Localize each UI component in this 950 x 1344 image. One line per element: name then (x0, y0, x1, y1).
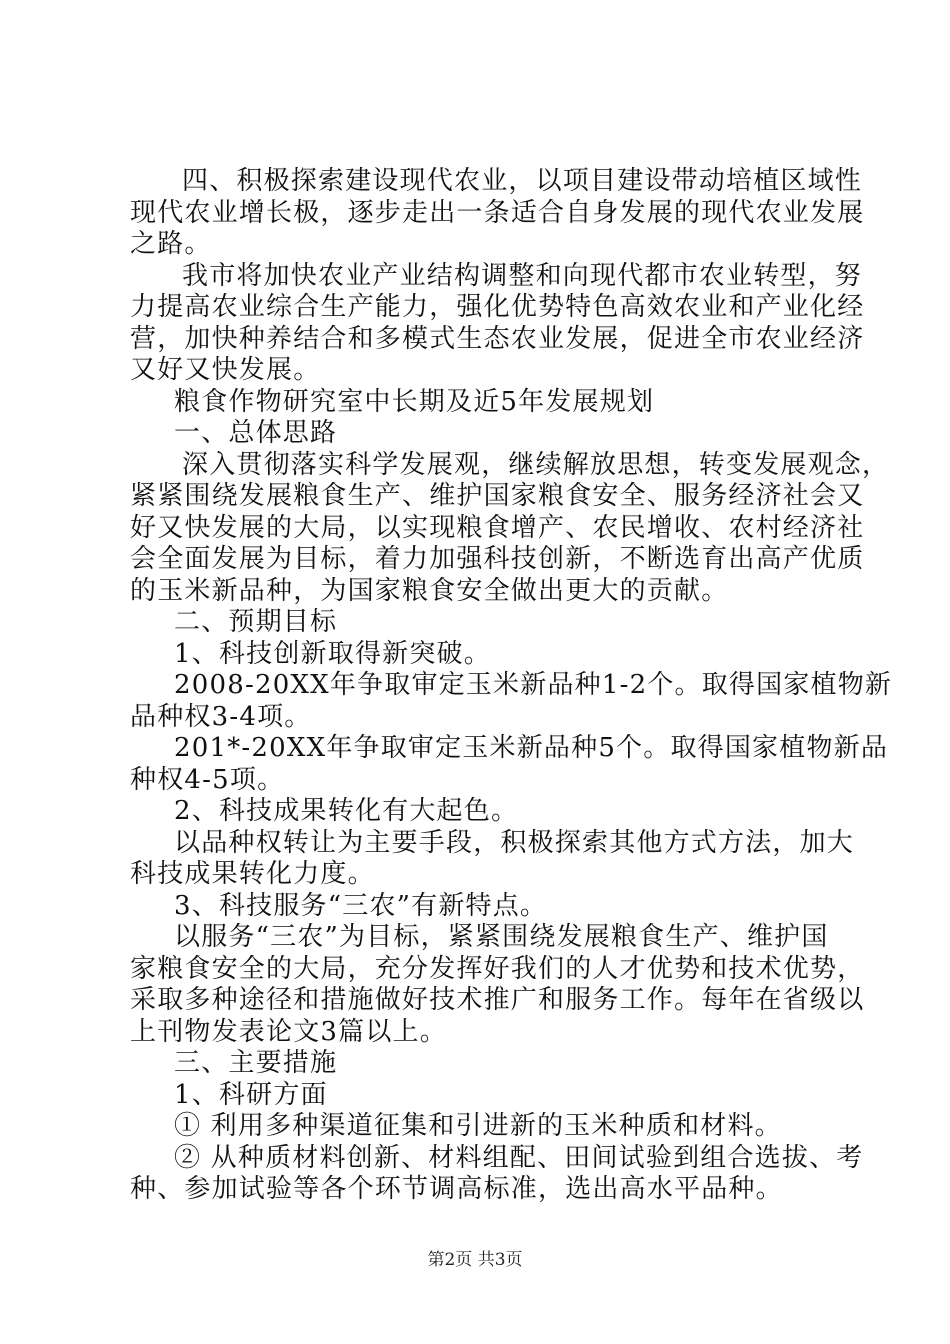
para-5-line-1: 深入贯彻落实科学发展观，继续解放思想，转变发展观念， (182, 449, 890, 480)
para-13-line-1: 以服务“三农”为目标，紧紧围绕发展粮食生产、维护国 (174, 922, 829, 952)
subheading-3-1: 1、科研方面 (174, 1079, 328, 1110)
para-2-line-1: 我市将加快农业产业结构调整和向现代都市农业转型，努 (182, 260, 863, 291)
para-11-line-2: 科技成果转化力度。 (130, 859, 375, 889)
para-13-line-3: 采取多种途径和措施做好技术推广和服务工作。每年在省级以 (130, 985, 865, 1015)
para-9-line-2: 种权4-5项。 (130, 764, 285, 795)
para-13-line-4: 上刊物发表论文3篇以上。 (130, 1016, 447, 1047)
para-8-line-1: 2008-20XX年争取审定玉米新品种1-2个。取得国家植物新 (174, 670, 893, 700)
para-2-line-3: 营，加快种养结合和多模式生态农业发展，促进全市农业经济 (130, 323, 865, 354)
measure-item-2-line-2: 种、参加试验等各个环节调高标准，选出高水平品种。 (130, 1174, 783, 1204)
para-11-line-1: 以品种权转让为主要手段，积极探索其他方式方法，加大 (174, 827, 855, 858)
document-body (130, 166, 893, 1206)
para-9-line-1: 201*-20XX年争取审定玉米新品种5个。取得国家植物新品 (174, 733, 889, 763)
para-2-line-4: 又好又快发展。 (130, 355, 321, 385)
subheading-2-1: 1、科技创新取得新突破。 (174, 638, 491, 669)
section-heading-3: 三、主要措施 (174, 1048, 338, 1078)
section-heading-1: 一、总体思路 (174, 418, 338, 448)
para-2-line-2: 力提高农业综合生产能力，强化优势特色高效农业和产业化经 (130, 292, 865, 322)
section-heading-2: 二、预期目标 (174, 607, 338, 637)
para-13-line-2: 家粮食安全的大局，充分发挥好我们的人才优势和技术优势， (130, 953, 865, 984)
para-8-line-2: 品种权3-4项。 (130, 701, 312, 732)
page-footer: 第2页 共3页 (427, 1250, 523, 1270)
subheading-2-3: 3、科技服务“三农”有新特点。 (174, 890, 548, 921)
measure-item-2-line-1: ② 从种质材料创新、材料组配、田间试验到组合选拔、考 (174, 1142, 864, 1173)
para-5-line-3: 好又快发展的大局，以实现粮食增产、农民增收、农村经济社 (130, 512, 865, 543)
para-1-line-2: 现代农业增长极，逐步走出一条适合自身发展的现代农业发展 (130, 197, 865, 228)
para-5-line-5: 的玉米新品种，为国家粮食安全做出更大的贡献。 (130, 575, 729, 606)
measure-item-1: ① 利用多种渠道征集和引进新的玉米种质和材料。 (174, 1111, 782, 1141)
para-5-line-2: 紧紧围绕发展粮食生产、维护国家粮食安全、服务经济社会又 (130, 481, 865, 511)
para-5-line-4: 会全面发展为目标，着力加强科技创新，不断选育出高产优质 (130, 544, 865, 574)
subheading-2-2: 2、科技成果转化有大起色。 (174, 796, 519, 826)
document-heading: 粮食作物研究室中长期及近5年发展规划 (174, 386, 655, 417)
para-1-line-1: 四、积极探索建设现代农业，以项目建设带动培植区域性 (182, 166, 863, 196)
para-1-line-3: 之路。 (130, 229, 212, 259)
